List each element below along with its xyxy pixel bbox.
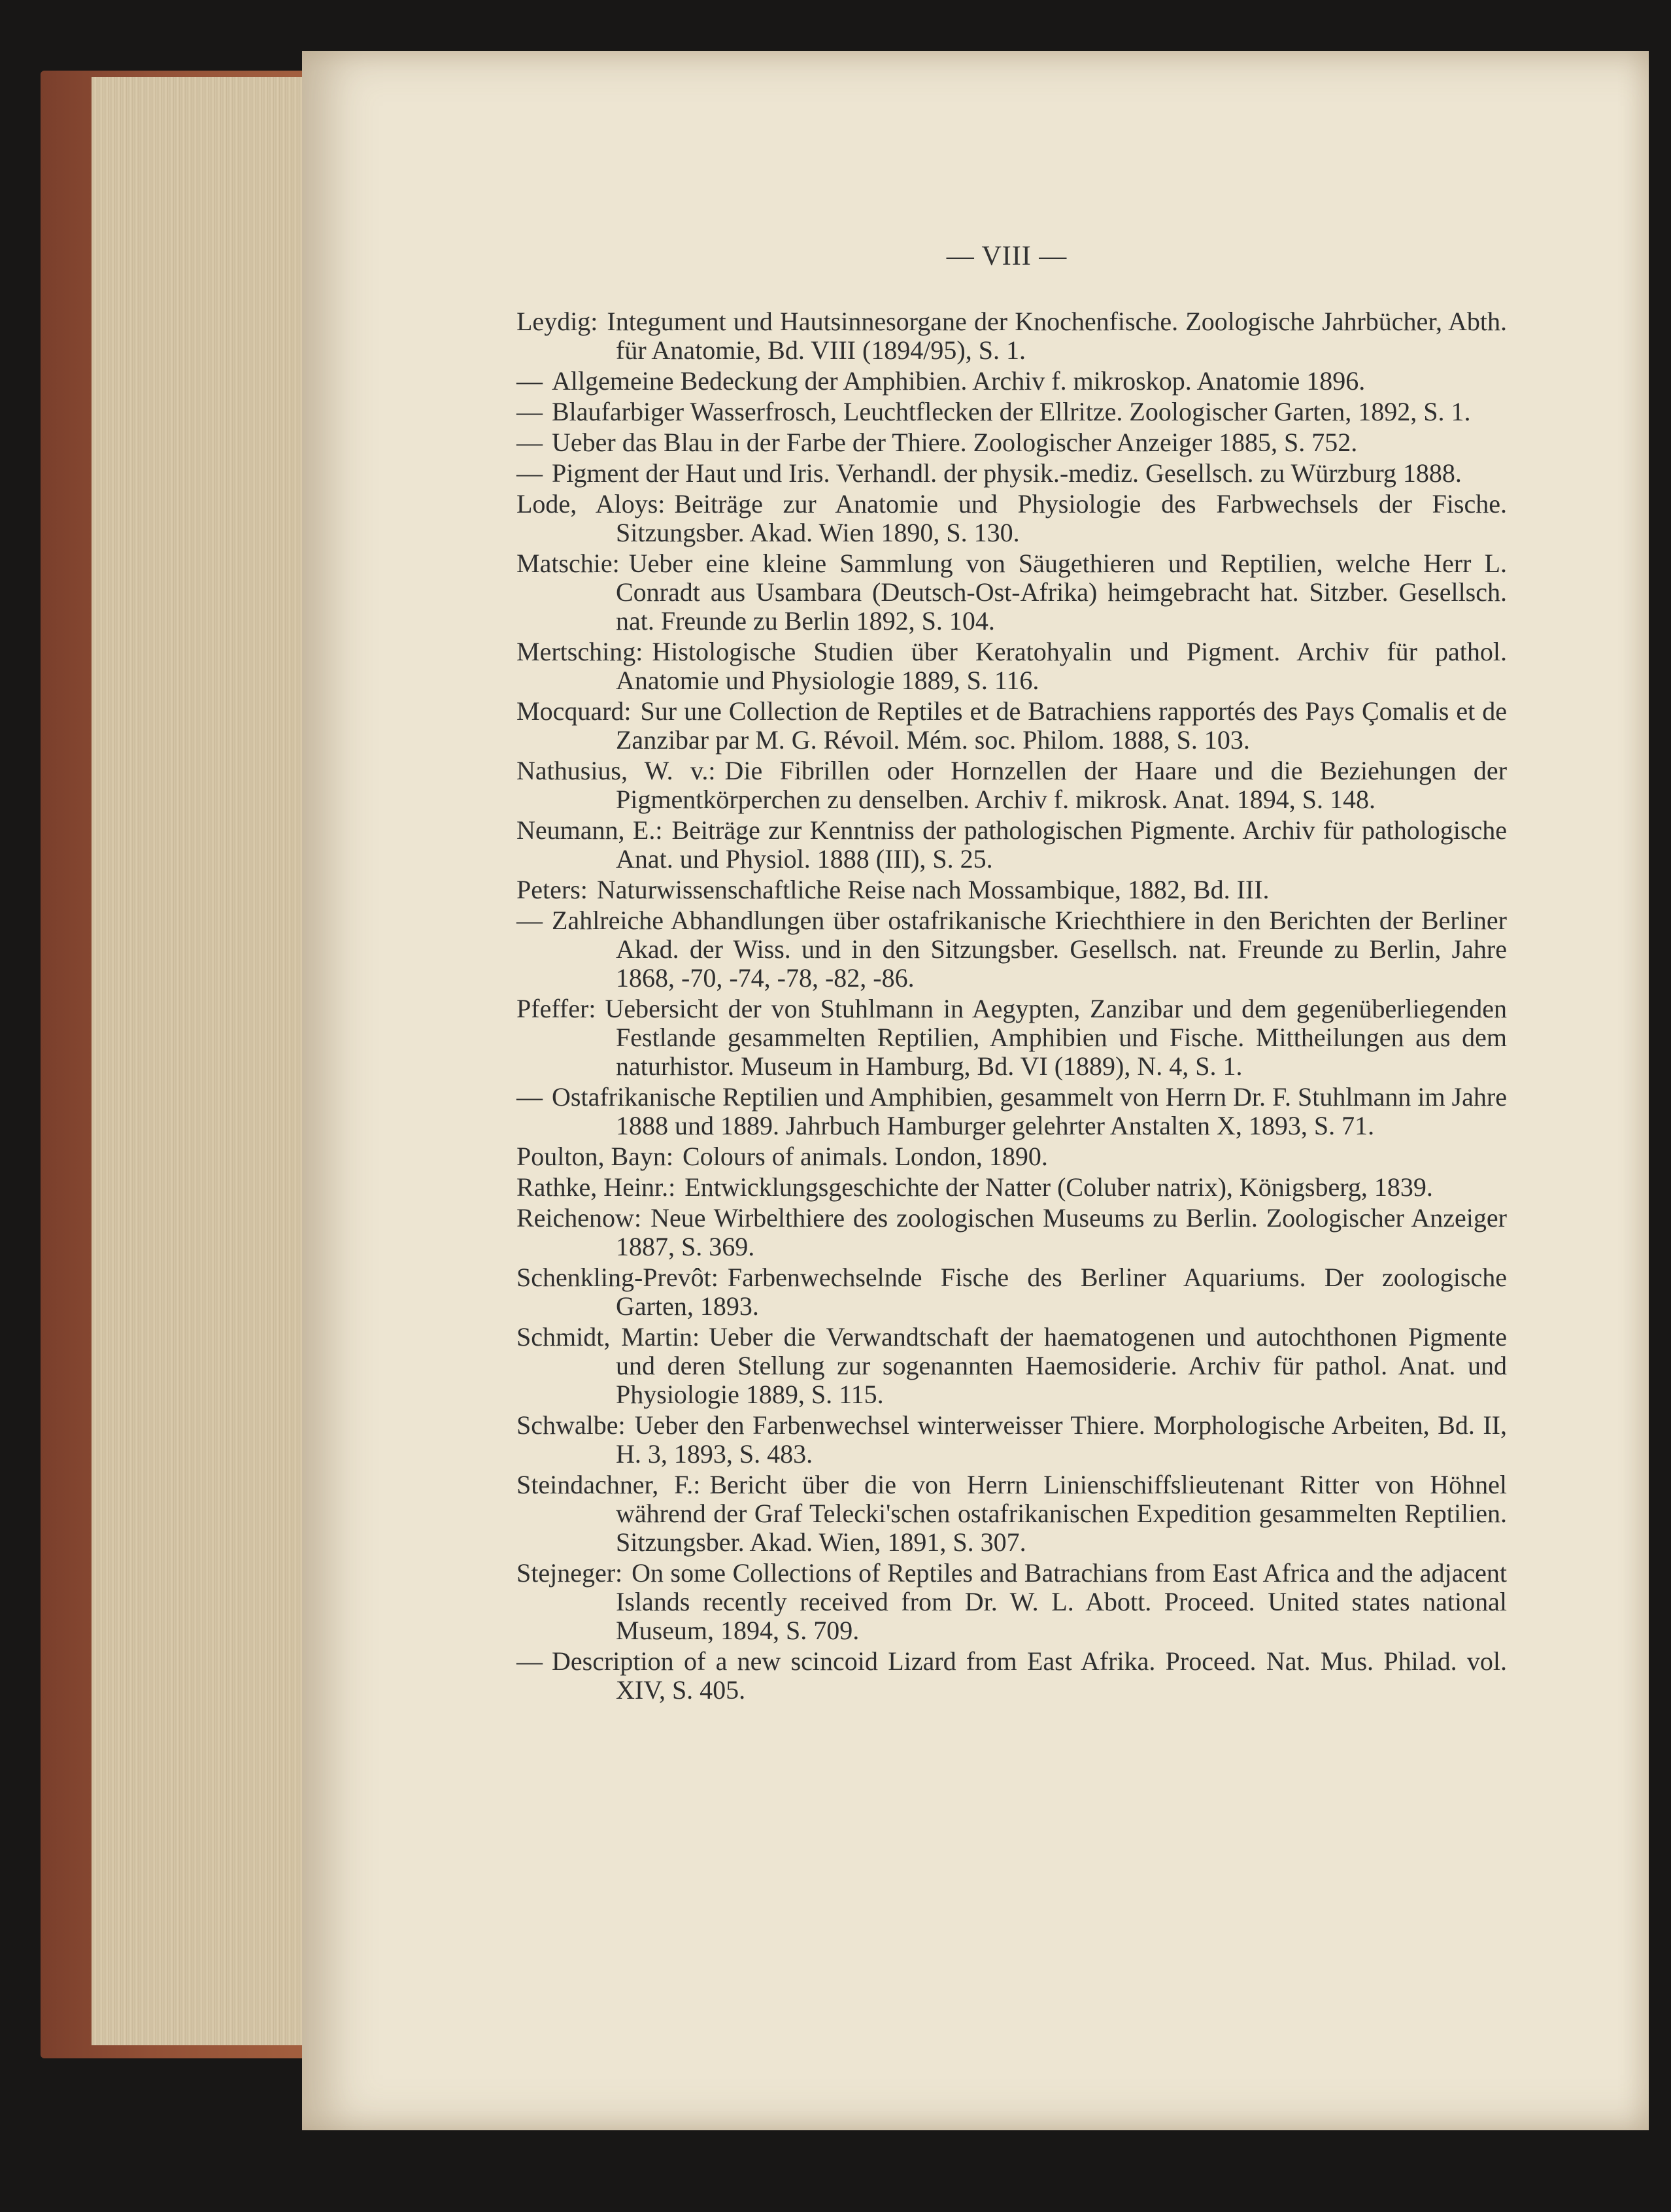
entry-text: Ueber das Blau in der Farbe der Thiere. Zoologischer Anzeiger 1885, S. 752. — [552, 428, 1358, 457]
entry-author: — — [516, 1646, 543, 1676]
entry-author: Steindachner, F.: — [516, 1470, 701, 1499]
entry-author: Leydig: — [516, 307, 598, 336]
bibliography-entry — [516, 549, 1507, 636]
bibliography-entry — [516, 307, 1507, 365]
entry-author: Mertsching: — [516, 637, 643, 666]
entry-author: — — [516, 906, 543, 935]
entry-author: Poulton, Bayn: — [516, 1142, 674, 1171]
entry-author: Reichenow: — [516, 1203, 642, 1233]
entry-author: Neumann, E.: — [516, 815, 663, 845]
bibliography-entry — [516, 757, 1507, 814]
entry-text: Ueber den Farbenwechsel winterweisser Thiere. Morphologische Arbeiten, Bd. II, H. 3, 1893, S. 483. — [616, 1410, 1507, 1469]
entry-author: Pfeffer: — [516, 994, 596, 1023]
bibliography-entry — [516, 1173, 1507, 1202]
bibliography-entry — [516, 490, 1507, 547]
entry-author: Schwalbe: — [516, 1410, 626, 1440]
entry-text: Ueber die Verwandtschaft der haematogenen und autochthonen Pigmente und deren Stellung zur sogenannten Haemosiderie. Archiv für pathol. Anat. und Physiologie 1889, S. 115. — [616, 1322, 1507, 1409]
entry-author: Mocquard: — [516, 696, 632, 726]
bibliography-entry — [516, 1559, 1507, 1645]
bibliography-entry — [516, 1411, 1507, 1469]
entry-author: Schenkling-Prevôt: — [516, 1263, 718, 1292]
entry-text: Integument und Hautsinnesorgane der Knochenfische. Zoologische Jahrbücher, Abth. für Anatomie, Bd. VIII (1894/95), S. 1. — [607, 307, 1507, 365]
entry-author: — — [516, 1082, 543, 1112]
entry-text: Ueber eine kleine Sammlung von Säugethieren und Reptilien, welche Herr L. Conradt aus Usambara (Deutsch-Ost-Afrika) heimgebracht hat. Sitzber. Gesellsch. nat. Freunde zu Berlin 1892, S. 104. — [616, 549, 1507, 636]
page-number: — VIII — — [946, 241, 1068, 271]
bibliography-entry — [516, 876, 1507, 904]
entry-author: — — [516, 397, 543, 426]
entry-text: Histologische Studien über Keratohyalin und Pigment. Archiv für pathol. Anatomie und Physiologie 1889, S. 116. — [616, 637, 1507, 695]
bibliography-entry — [516, 906, 1507, 993]
bibliography-entry — [516, 428, 1507, 457]
entry-text: Uebersicht der von Stuhlmann in Aegypten, Zanzibar und dem gegenüberliegenden Festlande gesammelten Reptilien, Amphibien und Fische. Mittheilungen aus dem naturhistor. Museum in Hamburg, Bd. VI (1889), N. 4, S. 1. — [605, 994, 1507, 1081]
entry-author: — — [516, 458, 543, 488]
entry-text: On some Collections of Reptiles and Batrachians from East Africa and the adjacent Islands recently received from Dr. W. L. Abott. Proceed. United states national Museum, 1894, S. 709. — [616, 1558, 1507, 1645]
bibliography-entry — [516, 1323, 1507, 1409]
bibliography-entry — [516, 1142, 1507, 1171]
entry-text: Sur une Collection de Reptiles et de Batrachiens rapportés des Pays Çomalis et de Zanzibar par M. G. Révoil. Mém. soc. Philom. 1888, S. 103. — [616, 696, 1507, 755]
entry-text: Zahlreiche Abhandlungen über ostafrikanische Kriechthiere in den Berichten der Berliner Akad. der Wiss. und in den Sitzungsber. Gesellsch. nat. Freunde zu Berlin, Jahre 1868, -70, -74, -78, -82, -86. — [552, 906, 1507, 993]
bibliography-entry — [516, 1647, 1507, 1705]
entry-author: Stejneger: — [516, 1558, 623, 1588]
bibliography-entry — [516, 1083, 1507, 1140]
page-block-edges — [92, 77, 329, 2045]
entry-text: Naturwissenschaftliche Reise nach Mossambique, 1882, Bd. III. — [596, 875, 1270, 904]
entry-text: Die Fibrillen oder Hornzellen der Haare und die Beziehungen der Pigmentkörperchen zu denselben. Archiv f. mikrosk. Anat. 1894, S. 148. — [616, 756, 1508, 814]
entry-author: Schmidt, Martin: — [516, 1322, 700, 1352]
bibliography-entry — [516, 1263, 1507, 1321]
entry-text: Beiträge zur Anatomie und Physiologie des Farbwechsels der Fische. Sitzungsber. Akad. Wien 1890, S. 130. — [616, 489, 1507, 547]
bibliography-list — [516, 307, 1507, 1707]
entry-author: Peters: — [516, 875, 588, 904]
entry-author: — — [516, 428, 543, 457]
entry-text: Farbenwechselnde Fische des Berliner Aquariums. Der zoologische Garten, 1893. — [616, 1263, 1507, 1321]
entry-author: Rathke, Heinr.: — [516, 1172, 676, 1202]
bibliography-entry — [516, 816, 1507, 874]
bibliography-entry — [516, 697, 1507, 755]
entry-text: Allgemeine Bedeckung der Amphibien. Archiv f. mikroskop. Anatomie 1896. — [552, 366, 1366, 396]
entry-text: Beiträge zur Kenntniss der pathologischen Pigmente. Archiv für pathologische Anat. und Physiol. 1888 (III), S. 25. — [616, 815, 1507, 874]
bibliography-entry — [516, 367, 1507, 396]
entry-text: Colours of animals. London, 1890. — [683, 1142, 1048, 1171]
entry-author: Lode, Aloys: — [516, 489, 666, 519]
entry-author: Matschie: — [516, 549, 620, 578]
entry-text: Neue Wirbelthiere des zoologischen Museums zu Berlin. Zoologischer Anzeiger 1887, S. 369. — [616, 1203, 1507, 1261]
entry-text: Bericht über die von Herrn Linienschiffslieutenant Ritter von Höhnel während der Graf Telecki'schen ostafrikanischen Expedition gesammelten Reptilien. Sitzungsber. Akad. Wien, 1891, S. 307. — [616, 1470, 1507, 1557]
entry-text: Blaufarbiger Wasserfrosch, Leuchtflecken der Ellritze. Zoologischer Garten, 1892, S. 1. — [552, 397, 1471, 426]
entry-text: Pigment der Haut und Iris. Verhandl. der physik.-mediz. Gesellsch. zu Würzburg 1888. — [552, 458, 1462, 488]
bibliography-entry — [516, 1471, 1507, 1557]
bibliography-entry — [516, 398, 1507, 426]
entry-text: Entwicklungsgeschichte der Natter (Coluber natrix), Königsberg, 1839. — [684, 1172, 1433, 1202]
bibliography-entry — [516, 459, 1507, 488]
entry-text: Ostafrikanische Reptilien und Amphibien, gesammelt von Herrn Dr. F. Stuhlmann im Jahre 1888 und 1889. Jahrbuch Hamburger gelehrter Anstalten X, 1893, S. 71. — [552, 1082, 1507, 1140]
bibliography-entry — [516, 1204, 1507, 1261]
bibliography-entry — [516, 995, 1507, 1081]
entry-author: — — [516, 366, 543, 396]
entry-author: Nathusius, W. v.: — [516, 756, 716, 785]
bibliography-entry — [516, 638, 1507, 695]
entry-text: Description of a new scincoid Lizard from East Afrika. Proceed. Nat. Mus. Philad. vol. XIV, S. 405. — [552, 1646, 1507, 1705]
